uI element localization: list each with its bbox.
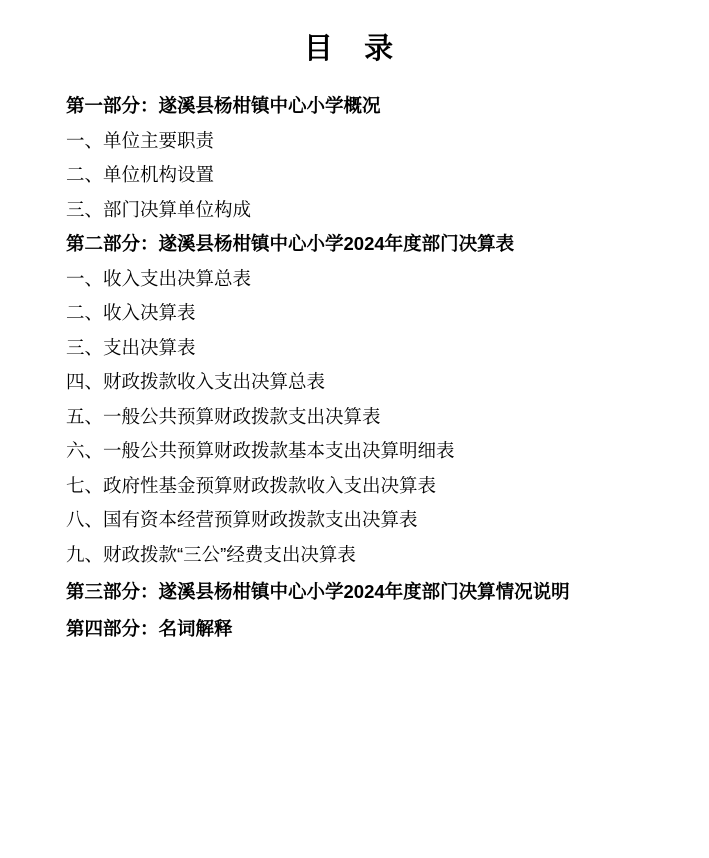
toc-entry[interactable]: 九、财政拨款“三公”经费支出决算表 [66, 543, 356, 565]
toc-entry[interactable]: 六、一般公共预算财政拨款基本支出决算明细表 [66, 440, 455, 461]
table-of-contents [0, 97, 709, 638]
toc-entry[interactable]: 八、国有资本经营预算财政拨款支出决算表 [66, 509, 418, 530]
toc-entry[interactable]: 第二部分：遂溪县杨柑镇中心小学2024年度部门决算表 [66, 233, 515, 254]
toc-entry[interactable]: 三、部门决算单位构成 [66, 198, 252, 220]
toc-entry[interactable]: 二、单位机构设置 [66, 164, 215, 185]
toc-entry[interactable]: 第三部分：遂溪县杨柑镇中心小学2024年度部门决算情况说明 [66, 581, 570, 602]
document-page [0, 26, 709, 858]
toc-entry[interactable]: 七、政府性基金预算财政拨款收入支出决算表 [66, 474, 437, 496]
page-title: 目 录 [303, 33, 406, 65]
toc-entry[interactable]: 第一部分：遂溪县杨柑镇中心小学概况 [66, 95, 381, 116]
toc-entry[interactable]: 三、支出决算表 [66, 336, 196, 358]
toc-entry[interactable]: 一、收入支出决算总表 [66, 267, 252, 289]
toc-entry[interactable]: 四、财政拨款收入支出决算总表 [66, 371, 326, 392]
toc-entry[interactable]: 五、一般公共预算财政拨款支出决算表 [66, 405, 381, 427]
toc-entry[interactable]: 第四部分：名词解释 [66, 617, 233, 639]
toc-entry[interactable]: 二、收入决算表 [66, 302, 196, 323]
toc-entry[interactable]: 一、单位主要职责 [66, 129, 215, 151]
